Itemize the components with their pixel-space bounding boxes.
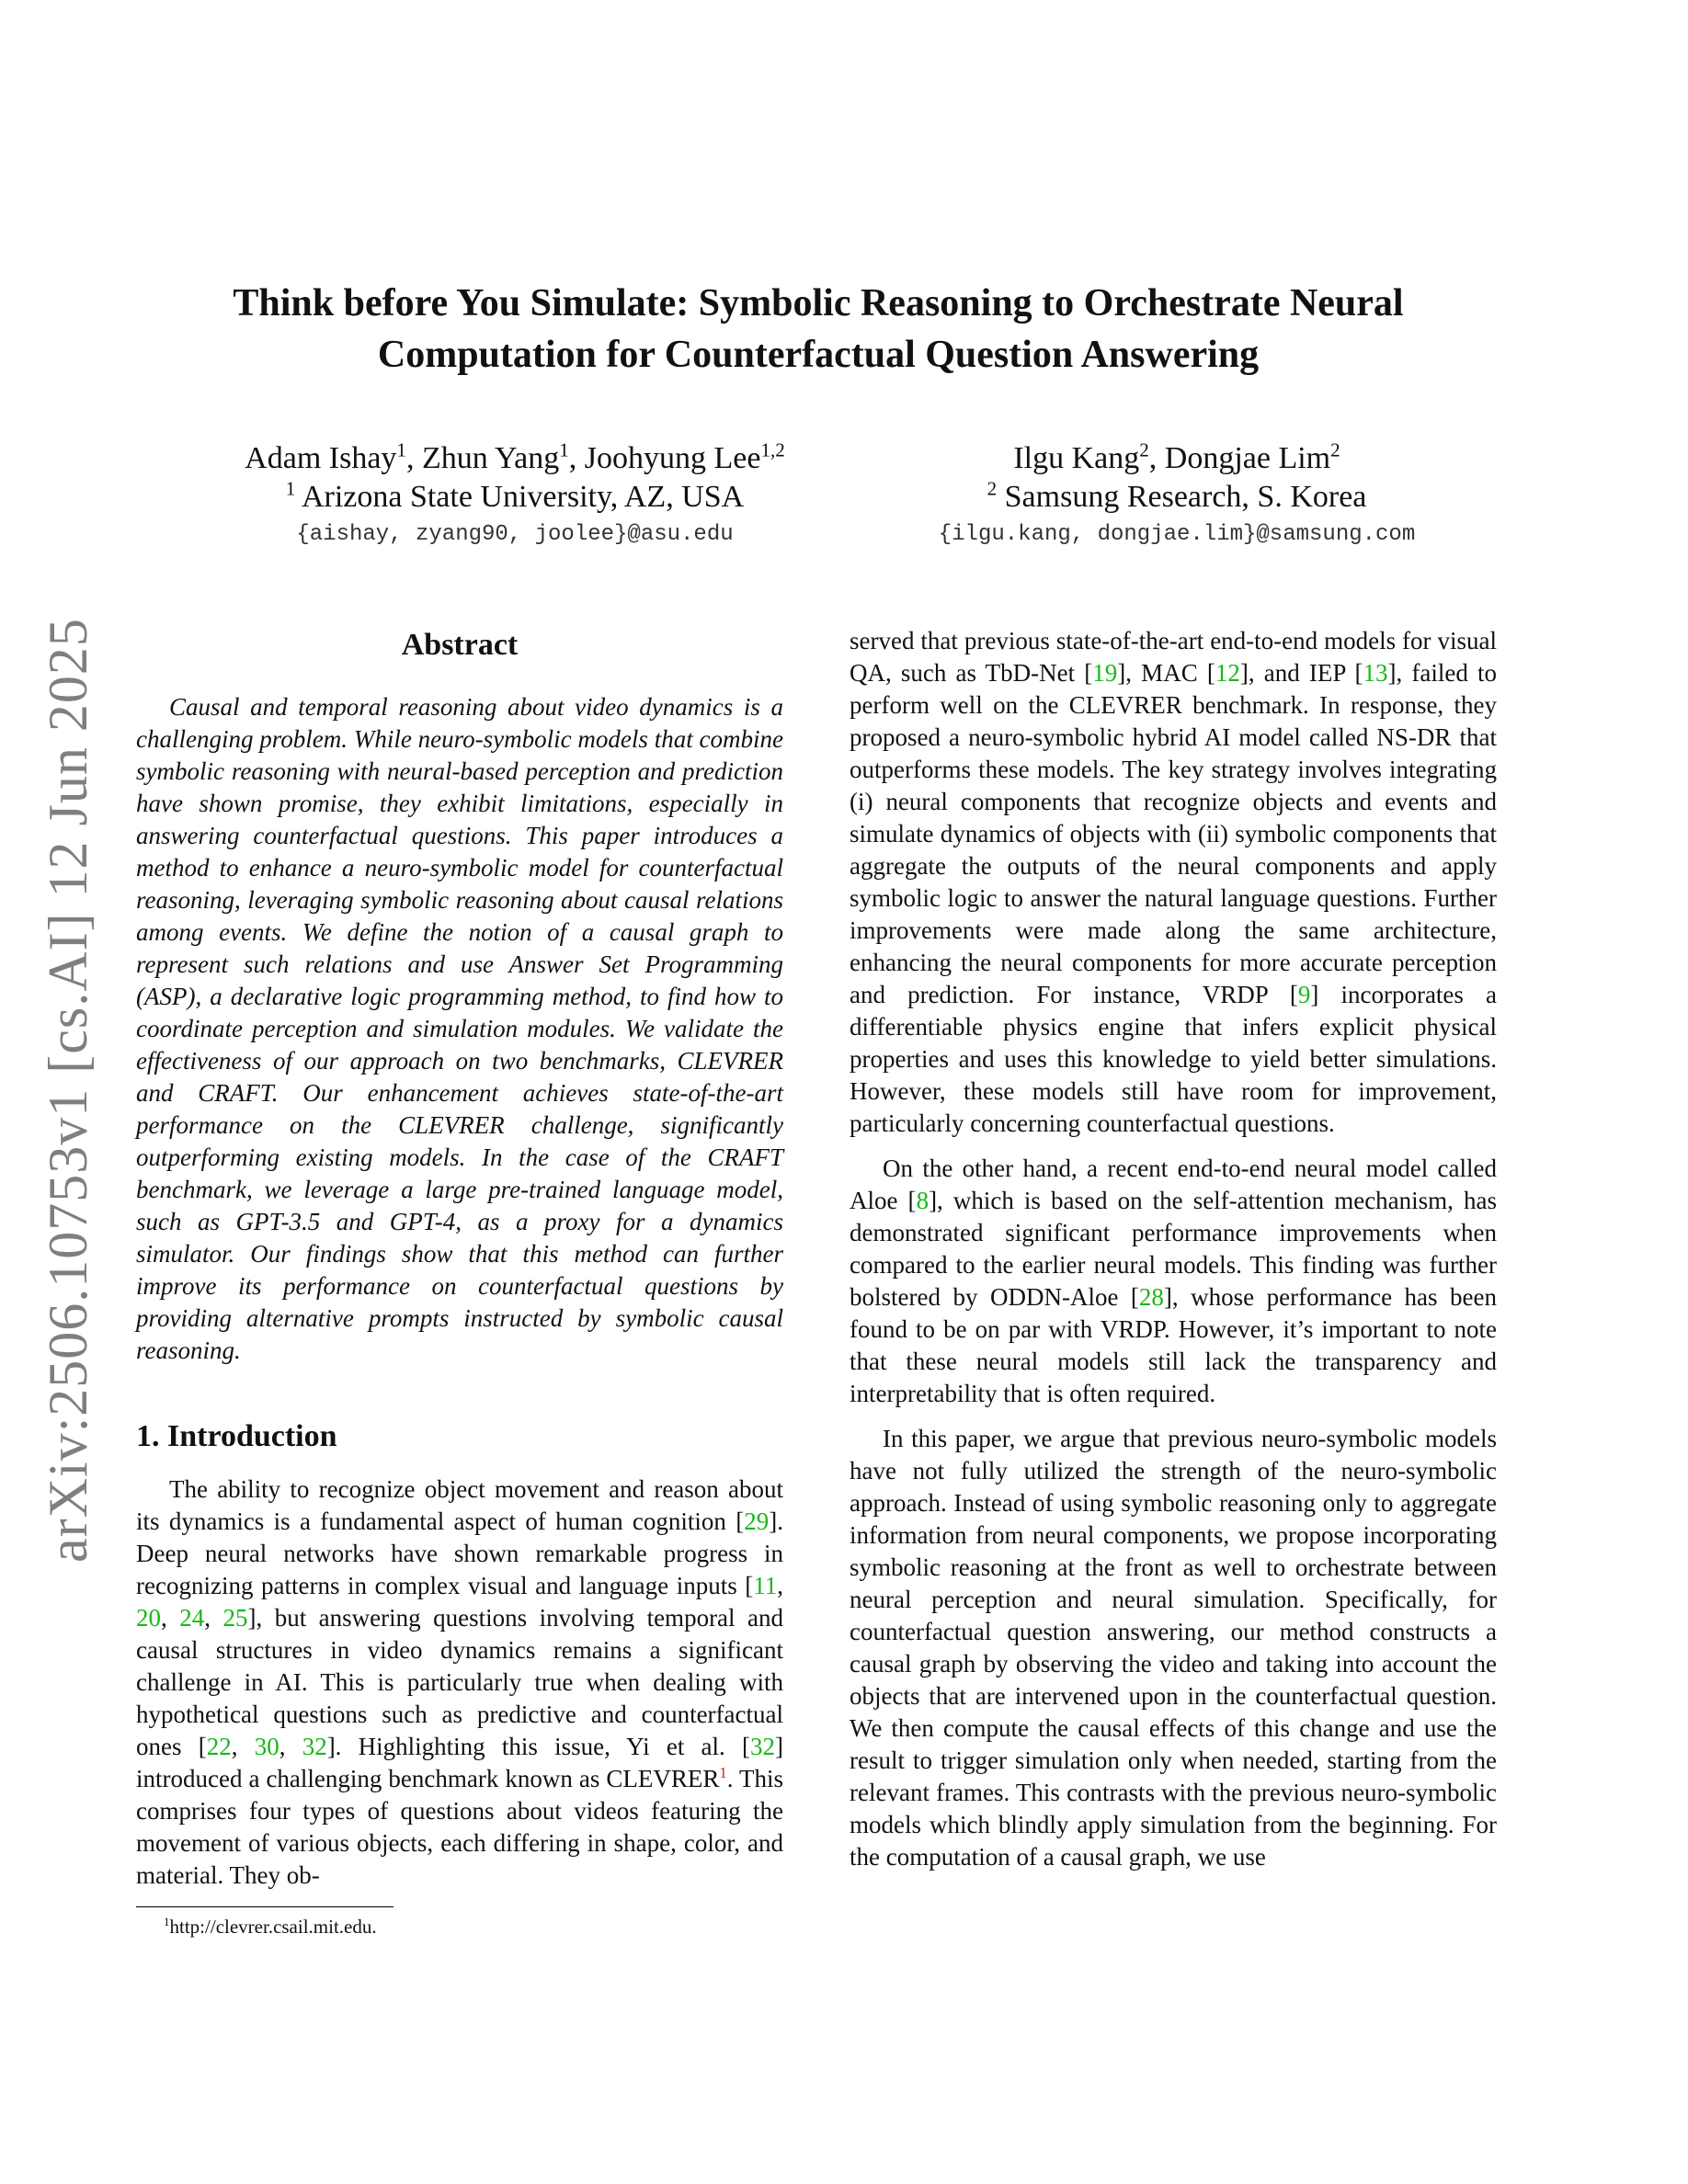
- paper-title: [202, 278, 1434, 381]
- footnote: [136, 1915, 783, 1939]
- email-list-left: {aishay, zyang90, joolee}@asu.edu: [296, 522, 734, 547]
- footnote-text: http://clevrer.csail.mit.edu.: [169, 1916, 377, 1938]
- author-affil-marker: 1: [396, 438, 406, 461]
- citation-link[interactable]: 11: [753, 1572, 778, 1599]
- citation-link[interactable]: 12: [1215, 659, 1240, 687]
- intro-paragraph-1: The ability to recognize object movement and reason about its dynamics is a fundamental aspect of human cognition [29]. Deep neural networks have shown remarkable progress in recognizing patterns in complex visual and language inputs [11, 20, 24, 25], but answering questions involving temporal and causal structures in video dynamics remains a significant challenge in AI. This is particularly true when dealing with hypothetical questions such as predictive and counterfactual ones [22, 30, 32]. Highlighting this issue, Yi et al. [32] introduced a challenging benchmark known as CLEVRER$^1$. This comprises four types of questions about videos featuring the movement of various objects, each differing in shape, color, and material. They ob-: [136, 1475, 784, 1889]
- left-column: [136, 625, 783, 1939]
- citation-link[interactable]: 32: [302, 1733, 327, 1760]
- abstract-heading: Abstract: [401, 628, 519, 662]
- intro-paragraph-1-continued: served that previous state-of-the-art end-to-end models for visual QA, such as TbD-Net [19], MAC [12], and IEP [13], failed to perform well on the CLEVRER benchmark. In response, they proposed a neuro-symbolic hybrid AI model called NS-DR that outperforms these models. The key strategy involves integrating (i) neural components that recognize objects and events and simulate dynamics of objects with (ii) symbolic components that aggregate the outputs of the neural components and apply symbolic logic to answer the natural language questions. Further improvements were made along the same architecture, enhancing the neural components for more accurate perception and prediction. For instance, VRDP [9] incorporates a differentiable physics engine that infers explicit physical properties and uses this knowledge to yield better simulations. However, these models still have room for improvement, particularly concerning counterfactual questions.: [850, 627, 1497, 1137]
- author-name: Zhun Yang: [421, 441, 560, 475]
- citation-link[interactable]: 8: [916, 1187, 930, 1214]
- affiliation-text: Arizona State University, AZ, USA: [301, 480, 745, 514]
- author-affil-marker: 2: [1139, 438, 1149, 461]
- email-list-right: {ilgu.kang, dongjae.lim}@samsung.com: [938, 522, 1416, 547]
- affiliation-text: Samsung Research, S. Korea: [1004, 480, 1367, 514]
- author-name: Joohyung Lee: [584, 441, 761, 475]
- author-names-left: Adam Ishay$^1$, Zhun Yang$^1$, Joohyung Lee$^{1,2}$: [245, 438, 785, 475]
- author-block-right: [827, 439, 1526, 553]
- citation-link[interactable]: 30: [254, 1733, 279, 1760]
- title-line-1: Think before You Simulate: Symbolic Reasoning to Orchestrate Neural: [233, 282, 1404, 324]
- citation-link[interactable]: 9: [1297, 981, 1311, 1008]
- affiliation-marker: 2: [987, 477, 998, 500]
- footnote-reference[interactable]: 1: [719, 1764, 727, 1781]
- author-affil-marker: 2: [1330, 438, 1340, 461]
- affiliation-left: [165, 478, 864, 517]
- intro-paragraph-3: In this paper, we argue that previous neuro-symbolic models have not fully utilized the strength of the neuro-symbolic approach. Instead of using symbolic reasoning only to aggregate information from neural components, we propose incorporating symbolic reasoning at the front as well to orchestrate between neural perception and neural simulation. Specifically, for counterfactual question answering, our method constructs a causal graph by observing the video and taking into account the objects that are intervened upon in the counterfactual question. We then compute the causal effects of this change and use the result to trigger simulation only when needed, starting from the relevant frames. This contrasts with the previous neuro-symbolic models which blindly apply simulation from the beginning. For the computation of a causal graph, we use: [850, 1425, 1497, 1871]
- citation-link[interactable]: 19: [1092, 659, 1118, 687]
- citation-link[interactable]: 24: [179, 1604, 205, 1632]
- citation-link[interactable]: 32: [750, 1733, 776, 1760]
- author-name: Ilgu Kang: [1013, 441, 1140, 475]
- author-affil-marker: 1,2: [760, 438, 785, 461]
- citation-link[interactable]: 29: [744, 1507, 770, 1535]
- right-column: [850, 625, 1497, 1886]
- citation-link[interactable]: 22: [206, 1733, 232, 1760]
- affiliation-marker: 1: [285, 477, 296, 500]
- citation-link[interactable]: 28: [1138, 1283, 1164, 1311]
- title-line-2: Computation for Counterfactual Question Answering: [377, 334, 1260, 376]
- affiliation-right: [827, 478, 1526, 517]
- author-name: Dongjae Lim: [1164, 441, 1331, 475]
- introduction-heading: 1. Introduction: [136, 1419, 337, 1453]
- author-name: Adam Ishay: [245, 441, 397, 475]
- citation-link[interactable]: 20: [136, 1604, 161, 1632]
- author-names-right: Ilgu Kang$^2$, Dongjae Lim$^2$: [1013, 438, 1340, 475]
- citation-link[interactable]: 25: [222, 1604, 248, 1632]
- citation-link[interactable]: 13: [1363, 659, 1388, 687]
- abstract-text: Causal and temporal reasoning about video dynamics is a challenging problem. While neuro-symbolic models that combine symbolic reasoning with neural-based perception and prediction have shown promise, they exhibit limitations, especially in answering counterfactual questions. This paper introduces a method to enhance a neuro-symbolic model for counterfactual reasoning, leveraging symbolic reasoning about causal relations among events. We define the notion of a causal graph to represent such relations and use Answer Set Programming (ASP), a declarative logic programming method, to find how to coordinate perception and simulation modules. We validate the effectiveness of our approach on two benchmarks, CLEVRER and CRAFT. Our enhancement achieves state-of-the-art performance on the CLEVRER challenge, significantly outperforming existing models. In the case of the CRAFT benchmark, we leverage a large pre-trained language model, such as GPT-3.5 and GPT-4, as a proxy for a dynamics simulator. Our findings show that this method can further improve its performance on counterfactual questions by providing alternative prompts instructed by symbolic causal reasoning.: [136, 693, 783, 1364]
- arxiv-identifier: arXiv:2506.10753v1 [cs.AI] 12 Jun 2025: [38, 618, 98, 1563]
- author-block-left: [165, 439, 864, 553]
- footnote-marker: 1: [164, 1915, 170, 1928]
- author-affil-marker: 1: [559, 438, 569, 461]
- footnote-rule: [136, 1906, 393, 1907]
- intro-paragraph-2: On the other hand, a recent end-to-end neural model called Aloe [8], which is based on the self-attention mechanism, has demonstrated significant performance improvements when compared to the earlier neural models. This finding was further bolstered by ODDN-Aloe [28], whose performance has been found to be on par with VRDP. However, it’s important to note that these neural models still lack the transparency and interpretability that is often required.: [850, 1155, 1497, 1407]
